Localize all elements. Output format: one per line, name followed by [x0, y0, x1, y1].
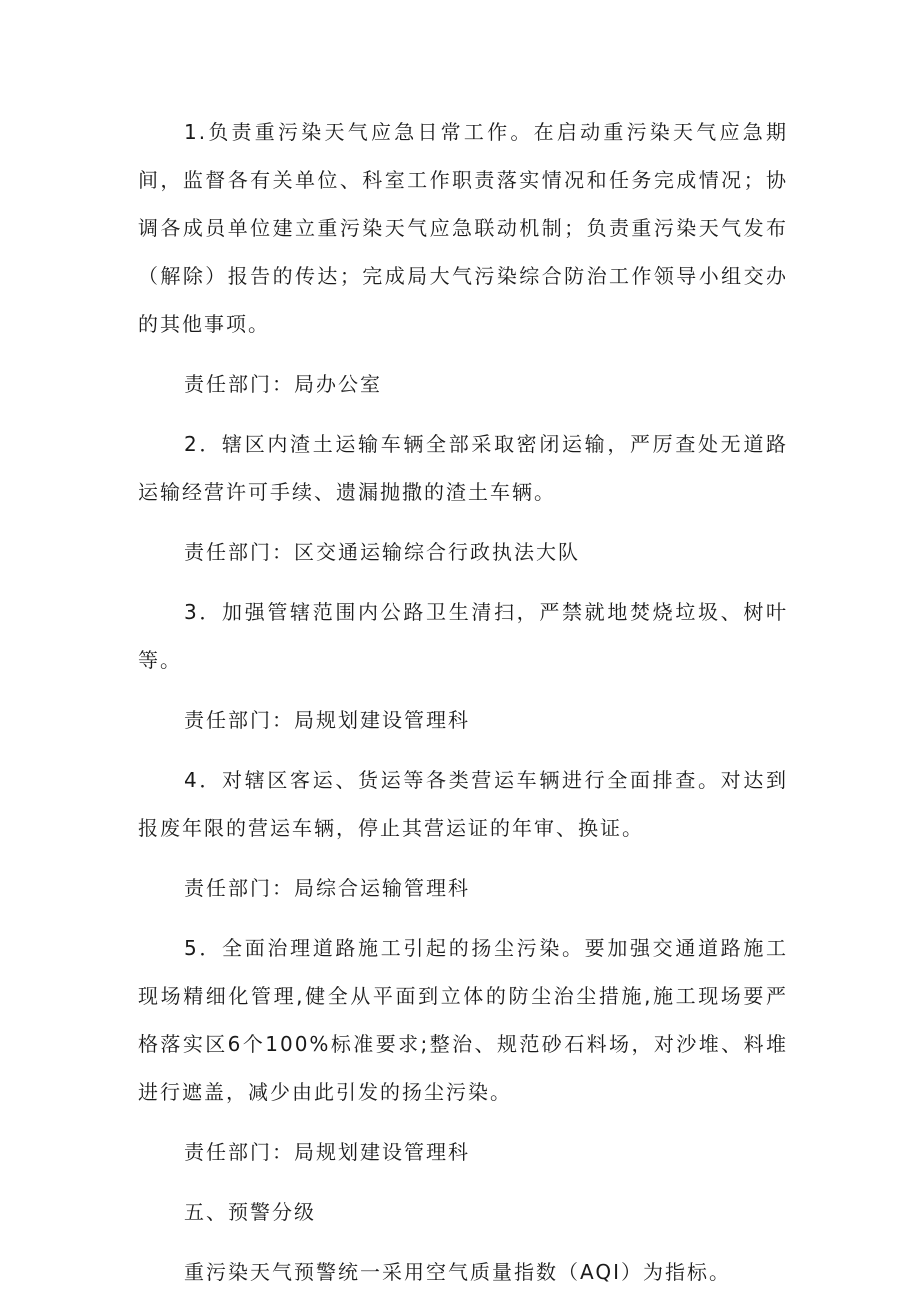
section-heading-warning-levels: 五、预警分级: [184, 1200, 316, 1224]
paragraph-duty-1: 1.负责重污染天气应急日常工作。在启动重污染天气应急期间，监督各有关单位、科室工作职责落实情况和任务完成情况；协调各成员单位建立重污染天气应急联动机制；负责重污染天气发布（解除）报告的传达；完成局大气污染综合防治工作领导小组交办的其他事项。: [138, 120, 788, 336]
responsible-dept-4: 责任部门：局综合运输管理科: [184, 876, 470, 900]
paragraph-aqi-indicator: 重污染天气预警统一采用空气质量指数（AQI）为指标。: [184, 1260, 731, 1284]
paragraph-duty-3: 3．加强管辖范围内公路卫生清扫，严禁就地焚烧垃圾、树叶等。: [138, 600, 788, 672]
responsible-dept-1: 责任部门：局办公室: [184, 372, 382, 396]
responsible-dept-2: 责任部门：区交通运输综合行政执法大队: [184, 540, 580, 564]
document-body: [138, 108, 788, 1308]
responsible-dept-3: 责任部门：局规划建设管理科: [184, 708, 470, 732]
paragraph-duty-4: 4．对辖区客运、货运等各类营运车辆进行全面排查。对达到报废年限的营运车辆，停止其营运证的年审、换证。: [138, 768, 788, 840]
responsible-dept-5: 责任部门：局规划建设管理科: [184, 1140, 470, 1164]
paragraph-duty-2: 2．辖区内渣土运输车辆全部采取密闭运输，严厉查处无道路运输经营许可手续、遗漏抛撒的渣土车辆。: [138, 432, 788, 504]
paragraph-duty-5: 5．全面治理道路施工引起的扬尘污染。要加强交通道路施工现场精细化管理,健全从平面到立体的防尘治尘措施,施工现场要严格落实区6个100%标准要求;整治、规范砂石料场，对沙堆、料堆进行遮盖，减少由此引发的扬尘污染。: [138, 936, 788, 1104]
